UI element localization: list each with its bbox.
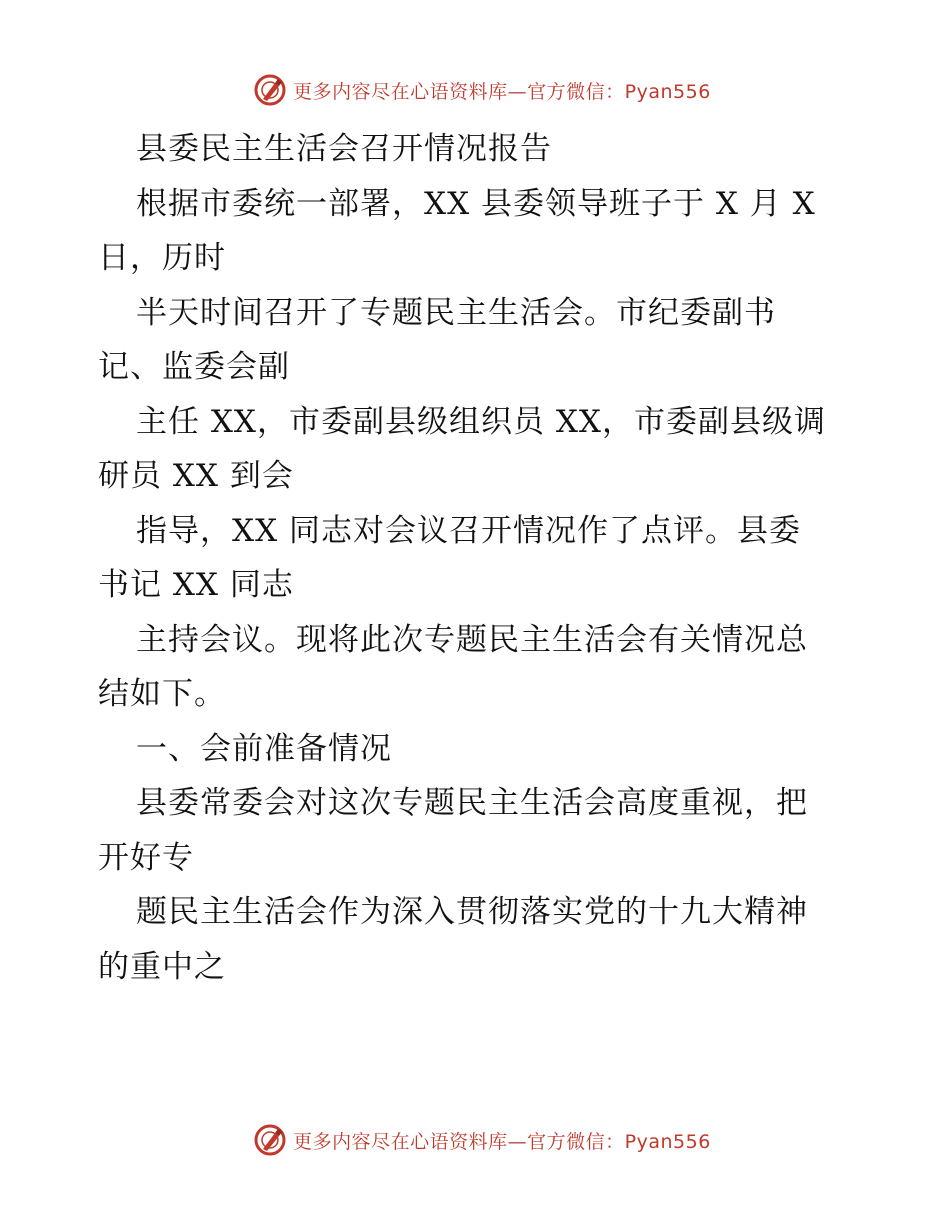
paragraph-line: 主任 XX，市委副县级组织员 XX，市委副县级调	[136, 403, 826, 440]
section-heading: 一、会前准备情况	[136, 730, 392, 767]
paragraph-line: 主持会议。现将此次专题民主生活会有关情况总	[136, 621, 808, 658]
paragraph-line: 结如下。	[98, 676, 226, 712]
paragraph-line: 的重中之	[98, 948, 226, 985]
footer-banner-inner	[253, 1123, 711, 1157]
paragraph-line: 指导，XX 同志对会议召开情况作了点评。县委	[136, 512, 801, 549]
paragraph-line: 县委常委会对这次专题民主生活会高度重视，把	[136, 785, 808, 821]
header-banner	[0, 70, 950, 110]
document-title: 县委民主生活会召开情况报告	[136, 131, 552, 167]
paragraph-line: 根据市委统一部署，XX 县委领导班子于 X 月 X	[136, 185, 816, 222]
header-banner-separator: —	[507, 80, 528, 103]
paragraph-line: 研员 XX 到会	[98, 458, 294, 494]
footer-banner-text	[293, 1127, 711, 1154]
paragraph-line: 开好专	[98, 839, 194, 876]
header-banner-text	[293, 77, 711, 104]
footer-banner-separator: —	[507, 1130, 528, 1153]
header-banner-inner	[253, 73, 711, 107]
document-body	[98, 122, 858, 994]
paragraph-line: 书记 XX 同志	[98, 567, 294, 603]
pen-circle-logo-icon	[253, 73, 287, 107]
header-banner-main: 更多内容尽在心语资料库	[293, 80, 508, 103]
paragraph-line: 题民主生活会作为深入贯彻落实党的十九大精神	[136, 894, 808, 930]
footer-banner	[0, 1120, 950, 1160]
paragraph-line: 日，历时	[98, 240, 226, 276]
header-banner-sub: 官方微信：Pyan556	[527, 80, 711, 103]
footer-banner-main: 更多内容尽在心语资料库	[293, 1130, 508, 1153]
footer-banner-sub: 官方微信：Pyan556	[527, 1130, 711, 1153]
paragraph-line: 记、监委会副	[98, 349, 290, 385]
pen-circle-logo-icon	[253, 1123, 287, 1157]
paragraph-line: 半天时间召开了专题民主生活会。市纪委副书	[136, 294, 776, 331]
